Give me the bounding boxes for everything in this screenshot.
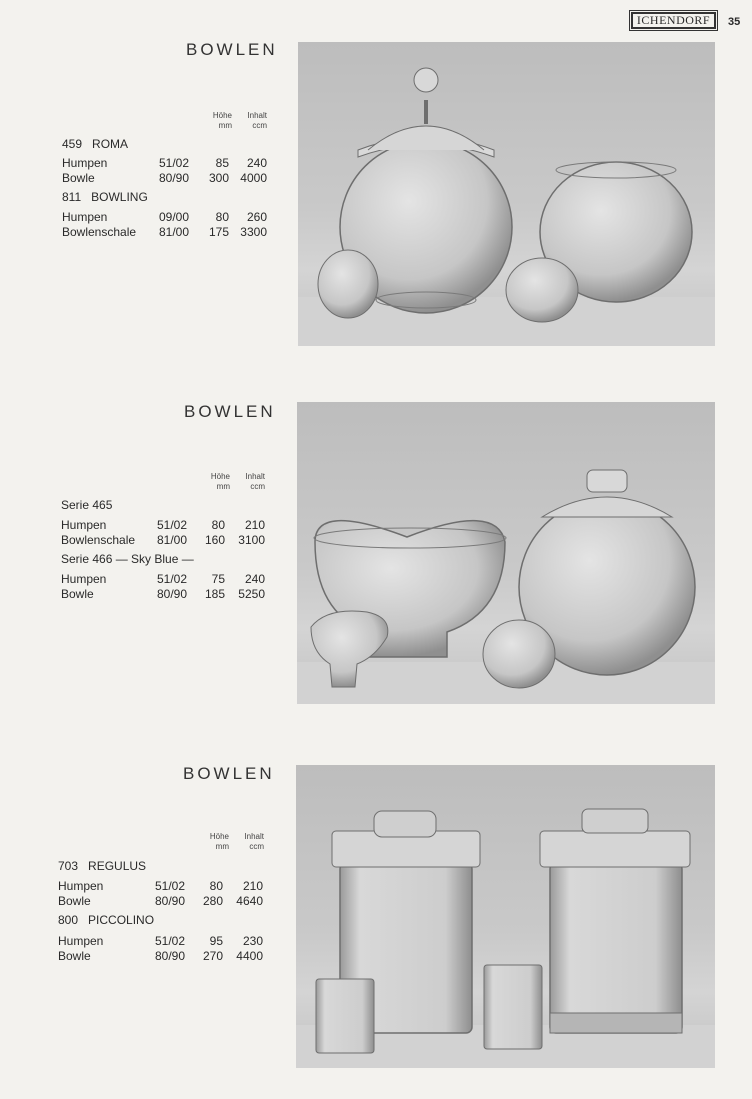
item-hoehe: 85 (215, 156, 229, 170)
group-heading: 459 ROMA (62, 137, 129, 151)
table-row (0, 533, 300, 548)
item-code: 51/02 (157, 572, 188, 586)
item-name: Bowle (58, 894, 91, 908)
item-hoehe: 80 (211, 518, 225, 532)
item-code: 80/90 (157, 587, 188, 601)
section-title: BOWLEN (183, 764, 275, 783)
table-row (0, 518, 300, 533)
item-hoehe: 80 (215, 210, 229, 224)
item-name: Humpen (58, 879, 104, 893)
group-heading: 703 REGULUS (58, 859, 147, 873)
column-header-inhalt: Inhalt ccm (244, 832, 264, 851)
page-number: 35 (728, 16, 741, 28)
item-name: Bowlenschale (61, 533, 136, 547)
item-name: Humpen (62, 156, 108, 170)
table-row (0, 156, 300, 171)
group-heading: 811 BOWLING (62, 190, 148, 204)
item-inhalt: 3100 (238, 533, 265, 547)
item-code: 80/90 (159, 171, 190, 185)
table-row (0, 225, 300, 240)
item-hoehe: 280 (202, 894, 223, 908)
product-photo (296, 765, 715, 1068)
item-code: 51/02 (155, 934, 186, 948)
section-title: BOWLEN (186, 40, 278, 59)
item-name: Humpen (61, 572, 107, 586)
item-inhalt: 5250 (238, 587, 265, 601)
item-hoehe: 95 (209, 934, 223, 948)
column-header-hoehe: Höhe mm (210, 472, 230, 491)
product-photo (298, 42, 715, 346)
item-inhalt: 4640 (236, 894, 263, 908)
table-row (0, 879, 300, 894)
table-row (0, 949, 300, 964)
item-inhalt: 240 (246, 156, 267, 170)
item-hoehe: 175 (208, 225, 229, 239)
item-code: 81/00 (157, 533, 188, 547)
section-title: BOWLEN (184, 402, 276, 421)
item-hoehe: 80 (209, 879, 223, 893)
item-name: Bowle (62, 171, 95, 185)
column-header-hoehe: Höhe mm (209, 832, 229, 851)
product-photo (297, 402, 715, 704)
item-code: 80/90 (155, 894, 186, 908)
column-header-inhalt: Inhalt ccm (247, 111, 267, 130)
table-row (0, 587, 300, 602)
table-row (0, 171, 300, 186)
table-row (0, 934, 300, 949)
table-row (0, 210, 300, 225)
item-inhalt: 240 (244, 572, 265, 586)
group-heading: Serie 465 (61, 498, 113, 512)
item-code: 51/02 (157, 518, 188, 532)
item-name: Bowlenschale (62, 225, 137, 239)
item-inhalt: 4000 (240, 171, 267, 185)
item-inhalt: 260 (246, 210, 267, 224)
item-inhalt: 230 (242, 934, 263, 948)
item-code: 51/02 (159, 156, 190, 170)
item-code: 81/00 (159, 225, 190, 239)
group-heading: 800 PICCOLINO (58, 913, 155, 927)
table-row (0, 572, 300, 587)
item-name: Humpen (61, 518, 107, 532)
group-heading: Serie 466 — Sky Blue — (61, 552, 194, 566)
brand-logo: ICHENDORF (631, 12, 716, 29)
column-header-hoehe: Höhe mm (212, 111, 232, 130)
item-hoehe: 160 (204, 533, 225, 547)
item-name: Humpen (62, 210, 108, 224)
table-row (0, 894, 300, 909)
item-code: 80/90 (155, 949, 186, 963)
item-hoehe: 185 (204, 587, 225, 601)
item-code: 51/02 (155, 879, 186, 893)
item-inhalt: 4400 (236, 949, 263, 963)
item-inhalt: 3300 (240, 225, 267, 239)
item-hoehe: 300 (208, 171, 229, 185)
item-name: Bowle (61, 587, 94, 601)
item-inhalt: 210 (244, 518, 265, 532)
item-name: Humpen (58, 934, 104, 948)
column-header-inhalt: Inhalt ccm (245, 472, 265, 491)
item-code: 09/00 (159, 210, 190, 224)
item-name: Bowle (58, 949, 91, 963)
item-hoehe: 75 (211, 572, 225, 586)
item-hoehe: 270 (202, 949, 223, 963)
item-inhalt: 210 (242, 879, 263, 893)
